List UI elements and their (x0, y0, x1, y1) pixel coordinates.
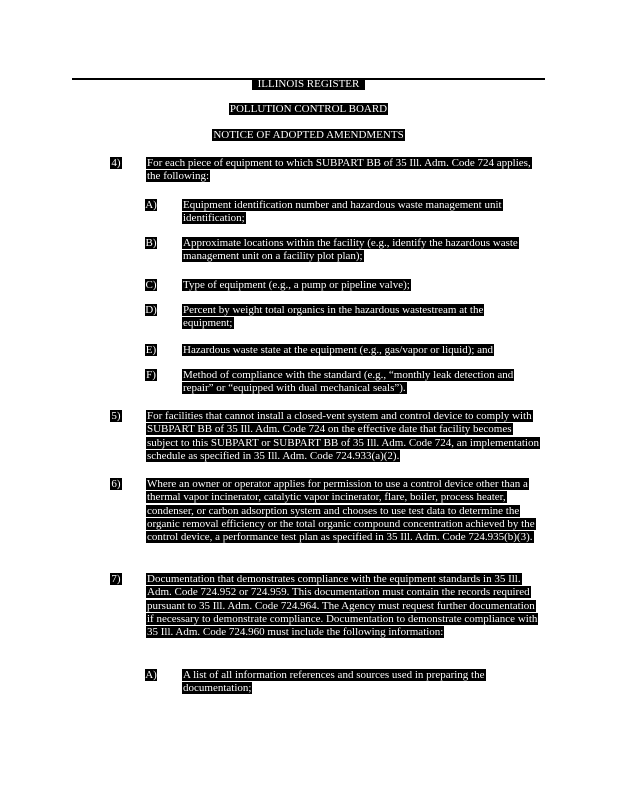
item-number: 7) (111, 573, 121, 585)
notice-title: NOTICE OF ADOPTED AMENDMENTS (213, 129, 404, 141)
item-number: B) (145, 237, 157, 249)
board-title: POLLUTION CONTROL BOARD (229, 103, 388, 115)
item-number: 4) (111, 157, 121, 169)
item-text: Equipment identification number and hazardous waste management unit identification; (183, 199, 502, 225)
item-number: F) (146, 369, 156, 381)
item-number: A) (145, 199, 157, 211)
item-text: Approximate locations within the facility (e.g., identify the hazardous waste management unit on a facility plot plan); (183, 237, 518, 263)
item-number: A) (145, 669, 157, 681)
item-text: Percent by weight total organics in the hazardous wastestream at the equipment; (183, 304, 484, 330)
item-number: D) (145, 304, 157, 316)
item-number: C) (145, 279, 157, 291)
item-text: Method of compliance with the standard (e.g., “monthly leak detection and repair” or “equipped with dual mechanical seals”). (183, 369, 514, 395)
item-text: For each piece of equipment to which SUBPART BB of 35 Ill. Adm. Code 724 applies, the following: (147, 157, 531, 183)
item-text: Documentation that demonstrates compliance with the equipment standards in 35 Ill. Adm. Code 724.952 or 724.959. This documentation must contain the records required pursuant to 35 Ill. Adm. Code 724.964. The Agency must request further documentation if necessary to demonstrate compliance. Documentation to demonstrate compliance with 35 Ill. Adm. Code 724.960 must include the following information: (147, 573, 538, 639)
item-number: 5) (111, 410, 121, 422)
item-text: For facilities that cannot install a closed-vent system and control device to comply with SUBPART BB of 35 Ill. Adm. Code 724 on the effective date that facility becomes subject to this SUBPART or SUBPART BB of 35 Ill. Adm. Code 724, an implementation schedule as specified in 35 Ill. Adm. Code 724.933(a)(2). (147, 410, 539, 462)
item-text: Where an owner or operator applies for permission to use a control device other than a thermal vapor incinerator, catalytic vapor incinerator, flare, boiler, process heater, condenser, or carbon adsorption system and chooses to use test data to determine the organic removal efficiency or the total organic compound concentration achieved by the control device, a performance test plan as specified in 35 Ill. Adm. Code 724.935(b)(3). (147, 478, 535, 544)
register-title: ILLINOIS REGISTER (72, 79, 545, 90)
item-text: Hazardous waste state at the equipment (e.g., gas/vapor or liquid); and (183, 344, 494, 356)
item-number: 6) (111, 478, 121, 490)
item-number: E) (145, 344, 157, 356)
item-text: Type of equipment (e.g., a pump or pipeline valve); (183, 279, 410, 291)
item-text: A list of all information references and sources used in preparing the documentation; (183, 669, 485, 695)
